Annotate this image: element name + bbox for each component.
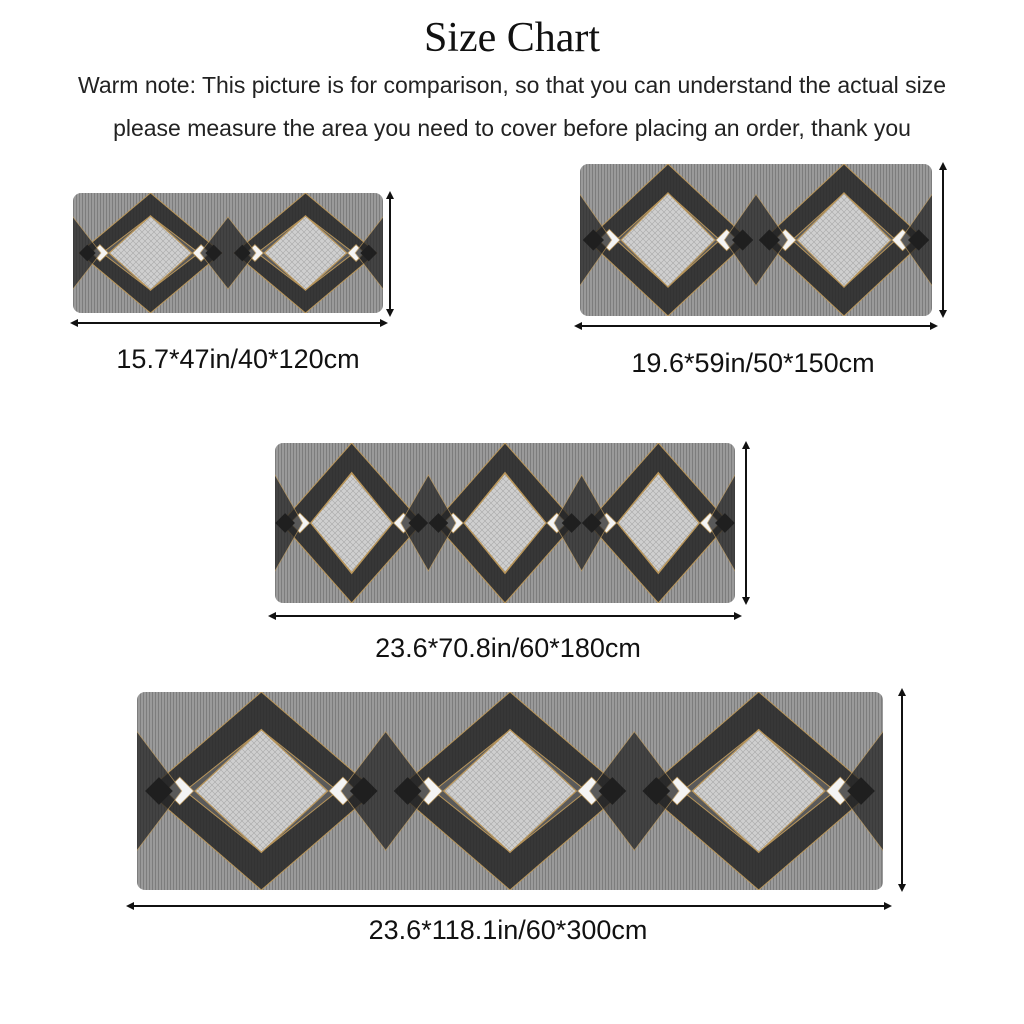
size-label-medium: 19.6*59in/50*150cm (631, 348, 875, 378)
warm-note-line-1: Warm note: This picture is for comparison, so that you can understand the actual size (77, 72, 947, 98)
size-label-large: 23.6*70.8in/60*180cm (375, 633, 641, 663)
height-arrow-large (739, 441, 753, 605)
rug-image-small (73, 193, 383, 313)
rug-image-large (275, 443, 735, 603)
warm-note-line-2: please measure the area you need to cover before placing an order, thank you (113, 115, 911, 141)
height-arrow-medium (936, 162, 950, 318)
width-arrow-large (268, 609, 742, 623)
size-label-runner: 23.6*118.1in/60*300cm (368, 915, 648, 945)
page-title: Size Chart (423, 15, 601, 61)
width-arrow-runner (126, 899, 892, 913)
height-arrow-small (383, 191, 397, 317)
width-arrow-small (70, 316, 388, 330)
rug-image-runner (137, 692, 883, 890)
rug-image-medium (580, 164, 932, 316)
height-arrow-runner (895, 688, 909, 892)
width-arrow-medium (574, 319, 938, 333)
size-label-small: 15.7*47in/40*120cm (116, 344, 360, 374)
